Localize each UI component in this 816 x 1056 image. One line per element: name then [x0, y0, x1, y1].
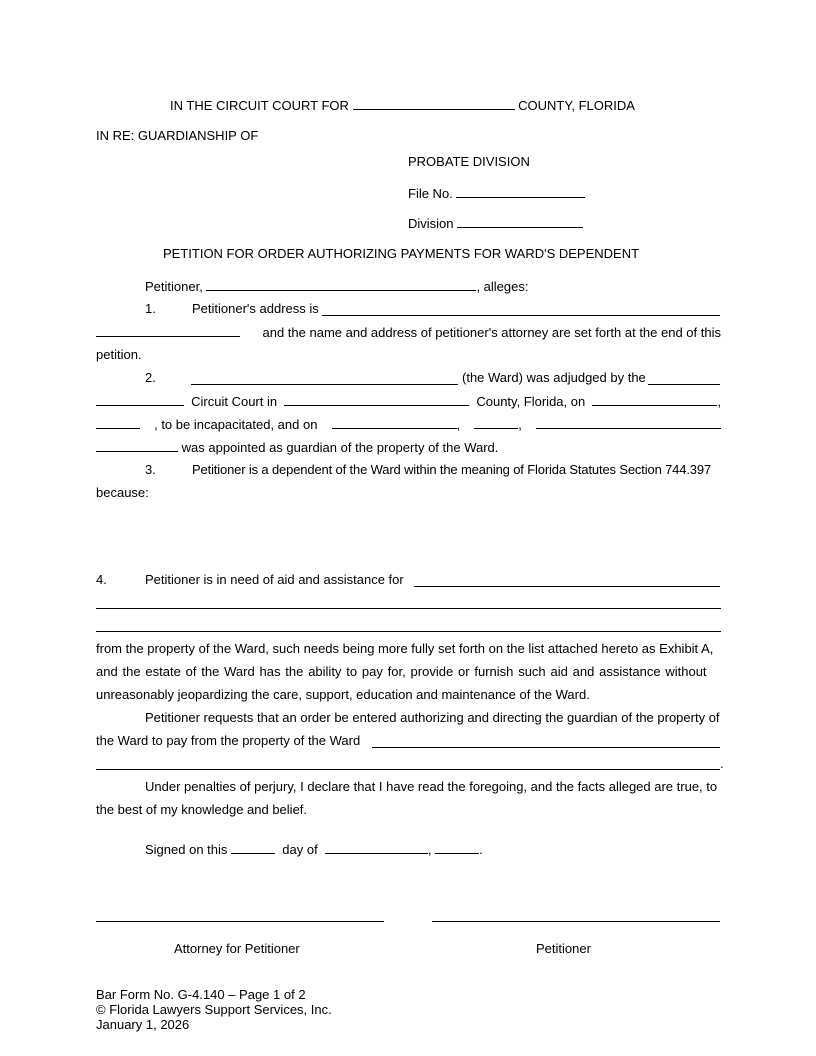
adjudication-year-blank[interactable]: [96, 416, 140, 429]
court-caption: [170, 97, 635, 114]
para2-number: 2.: [145, 370, 156, 385]
payment-description-blank-2[interactable]: [96, 769, 720, 770]
perjury-line1: Under penalties of perjury, I declare that I have read the foregoing, and the facts alleged are true, to: [145, 779, 718, 794]
para4-number: 4.: [96, 572, 107, 587]
perjury-line2: the best of my knowledge and belief.: [96, 802, 308, 817]
adjudication-date-blank[interactable]: [592, 393, 717, 406]
para1-address-label: Petitioner's address is: [192, 301, 319, 316]
division-row: [408, 215, 583, 232]
signed-year-blank[interactable]: [435, 841, 479, 854]
para2-ward-text: (the Ward) was adjudged by the: [462, 370, 646, 385]
para1-line2: [96, 324, 721, 341]
para1-attorney-text: and the name and address of petitioner's attorney are set forth at the end of this: [262, 325, 721, 340]
para1-petition-text: petition.: [96, 347, 142, 362]
comma-1: ,: [717, 394, 721, 409]
file-no-label: File No.: [408, 186, 453, 201]
appointment-year-blank[interactable]: [474, 416, 518, 429]
signed-period: .: [479, 842, 483, 857]
court-prefix: IN THE CIRCUIT COURT FOR: [170, 98, 349, 113]
alleges-label: , alleges:: [476, 279, 529, 294]
circuit-blank[interactable]: [96, 393, 184, 406]
incapacitated-text: , to be incapacitated, and on: [154, 417, 318, 432]
signed-month-blank[interactable]: [325, 841, 428, 854]
division-blank[interactable]: [457, 215, 583, 228]
para4-line3: unreasonably jeopardizing the care, support, education and maintenance of the Ward.: [96, 687, 590, 702]
form-number: Bar Form No. G-4.140 – Page 1 of 2: [96, 987, 306, 1002]
petitioner-name-blank[interactable]: [206, 278, 476, 291]
para4-need-text: Petitioner is in need of aid and assistance for: [145, 572, 404, 587]
petitioner-address-blank[interactable]: [322, 315, 720, 316]
para3-because: because:: [96, 485, 149, 500]
appointed-text: was appointed as guardian of the property of the Ward.: [181, 440, 499, 455]
para3-text: Petitioner is a dependent of the Ward within the meaning of Florida Statutes Section 744.397: [192, 462, 712, 477]
signed-line: [145, 841, 483, 858]
para2-line4: [96, 439, 498, 456]
form-date: January 1, 2026: [96, 1017, 190, 1032]
day-of-label: day of: [282, 842, 318, 857]
signed-day-blank[interactable]: [231, 841, 275, 854]
form-footer: [96, 987, 332, 1032]
county-name-blank[interactable]: [284, 393, 469, 406]
petitioner-label: Petitioner,: [145, 279, 203, 294]
comma-2: ,: [456, 417, 461, 432]
para4-line2: [96, 664, 721, 680]
copyright-notice: © Florida Lawyers Support Services, Inc.: [96, 1002, 332, 1017]
probate-division-title: PROBATE DIVISION: [408, 154, 530, 169]
attorney-signature-label: Attorney for Petitioner: [174, 941, 300, 956]
para1-number: 1.: [145, 301, 156, 316]
payment-description-blank[interactable]: [372, 747, 720, 748]
petition-title: PETITION FOR ORDER AUTHORIZING PAYMENTS FOR WARD'S DEPENDENT: [163, 246, 640, 261]
division-label: Division: [408, 216, 454, 231]
para2-line2: [96, 393, 721, 410]
guardian-name-blank-2[interactable]: [96, 439, 178, 452]
para4-line1-text: from the property of the Ward, such needs being more fully set forth on the list attached hereto as Exhibit A,: [96, 641, 714, 656]
adjudging-court-blank[interactable]: [648, 384, 720, 385]
signed-on-label: Signed on this: [145, 842, 228, 857]
aid-description-blank-2[interactable]: [96, 608, 721, 609]
court-suffix: COUNTY, FLORIDA: [518, 98, 635, 113]
para2-line3: [96, 416, 721, 433]
petitioner-signature-line[interactable]: [432, 921, 720, 922]
request-period: .: [720, 756, 724, 771]
file-no-row: [408, 185, 585, 202]
guardian-name-blank[interactable]: [536, 416, 721, 429]
county-blank[interactable]: [353, 97, 515, 110]
request-line1: Petitioner requests that an order be entered authorizing and directing the guardian of the property of: [145, 710, 720, 725]
comma-3: ,: [518, 417, 522, 432]
file-no-blank[interactable]: [456, 185, 585, 198]
petitioner-address-blank-2[interactable]: [96, 324, 240, 337]
in-re-caption: IN RE: GUARDIANSHIP OF: [96, 128, 259, 143]
petitioner-signature-label: Petitioner: [536, 941, 591, 956]
signed-comma: ,: [427, 842, 432, 857]
petitioner-intro: [145, 278, 529, 295]
aid-description-blank-3[interactable]: [96, 631, 721, 632]
para4-line1: [96, 641, 721, 657]
attorney-signature-line[interactable]: [96, 921, 384, 922]
aid-description-blank[interactable]: [414, 586, 720, 587]
para4-line2-text: and the estate of the Ward has the ability to pay for, provide or furnish such aid and assistance without: [96, 664, 707, 679]
ward-name-blank[interactable]: [191, 384, 458, 385]
request-line2: the Ward to pay from the property of the Ward: [96, 733, 361, 748]
county-florida-label: County, Florida, on: [476, 394, 586, 409]
circuit-court-label: Circuit Court in: [191, 394, 278, 409]
appointment-date-blank[interactable]: [332, 416, 457, 429]
para3-number: 3.: [145, 462, 156, 477]
